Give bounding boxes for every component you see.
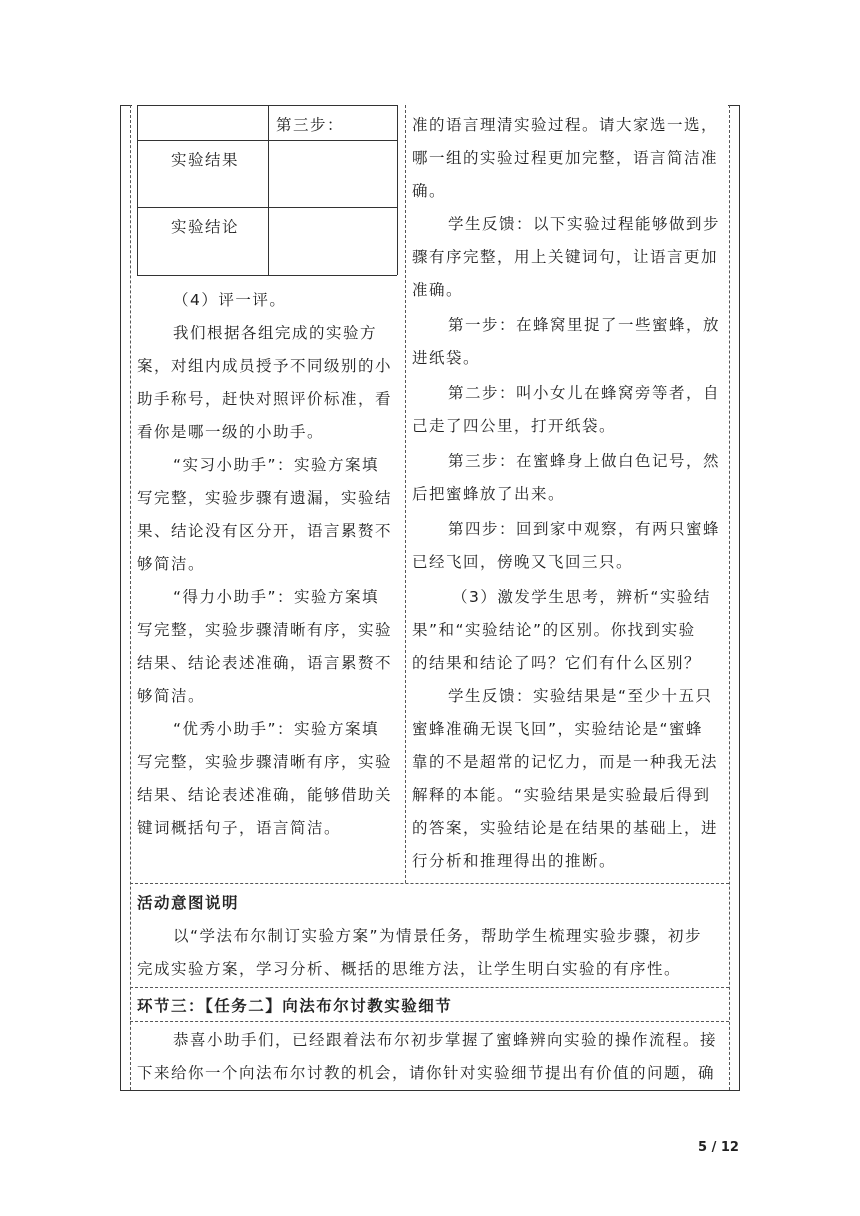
left-line: 我们根据各组完成的实验方: [173, 324, 378, 342]
row-separator-2: [130, 987, 729, 988]
row-separator-1: [130, 883, 729, 884]
left-line: 案，对组内成员授予不同级别的小: [137, 357, 393, 375]
right-line: 骤有序完整，用上关键词句，让语言更加: [412, 248, 719, 266]
step3-label: 第三步：: [276, 116, 345, 134]
right-line: （3）激发学生思考，辨析“实验结: [452, 588, 711, 606]
frame-left: [120, 105, 121, 1090]
right-line: 进纸袋。: [412, 349, 481, 367]
frame-right: [739, 105, 740, 1090]
section3-line: 恭喜小助手们，已经跟着法布尔初步掌握了蜜蜂辨向实验的操作流程。接: [173, 1031, 718, 1049]
result-label: 实验结果: [171, 151, 240, 169]
right-line: 蜜蜂准确无误飞回”，实验结论是“蜜蜂: [412, 720, 704, 738]
right-line: 学生反馈：以下实验过程能够做到步: [448, 215, 721, 233]
left-line: 写完整，实验步骤清晰有序，实验: [137, 753, 393, 771]
right-line: 第二步：叫小女儿在蜂窝旁等者，自: [448, 384, 721, 402]
section3-heading: 环节三：【任务二】向法布尔讨教实验细节: [137, 997, 453, 1015]
intent-line: 以“学法布尔制订实验方案”为情景任务，帮助学生梳理实验步骤，初步: [173, 927, 703, 945]
frame-bottom: [120, 1090, 740, 1091]
column-divider: [405, 105, 406, 883]
left-line: “实习小助手”：实验方案填: [173, 456, 380, 474]
left-line: 够简洁。: [137, 555, 206, 573]
row-separator-3: [130, 1021, 729, 1022]
right-line: 后把蜜蜂放了出来。: [412, 485, 566, 503]
right-line: 确。: [412, 182, 447, 200]
left-line: “优秀小助手”：实验方案填: [173, 720, 380, 738]
right-line: 第三步：在蜜蜂身上做白色记号，然: [448, 452, 721, 470]
right-line: 的结果和结论了吗？它们有什么区别？: [412, 654, 702, 672]
right-line: 靠的不是超常的记忆力，而是一种我无法: [412, 753, 719, 771]
conclusion-label: 实验结论: [171, 218, 240, 236]
left-line: 够简洁。: [137, 687, 206, 705]
right-line: 哪一组的实验过程更加完整，语言简洁准: [412, 149, 719, 167]
left-line: 写完整，实验步骤有遗漏，实验结: [137, 489, 393, 507]
right-line: 准确。: [412, 281, 464, 299]
left-line: 助手称号，赶快对照评价标准，看: [137, 390, 393, 408]
intent-line: 完成实验方案，学习分析、概括的思维方法，让学生明白实验的有序性。: [137, 960, 682, 978]
right-line: 己走了四公里，打开纸袋。: [412, 417, 617, 435]
left-line: 键词概括句子，语言简洁。: [137, 819, 342, 837]
right-line: 果”和“实验结论”的区别。你找到实验: [412, 621, 696, 639]
left-line: 果、结论没有区分开，语言累赘不: [137, 522, 393, 540]
left-line: 结果、结论表述准确，语言累赘不: [137, 654, 393, 672]
right-line: 已经飞回，傍晚又飞回三只。: [412, 553, 634, 571]
section3-line: 下来给你一个向法布尔讨教的机会，请你针对实验细节提出有价值的问题，确: [137, 1064, 716, 1082]
left-line: （4）评一评。: [173, 291, 287, 309]
right-line: 第四步：回到家中观察，有两只蜜蜂: [448, 520, 721, 538]
right-line: 解释的本能。“实验结果是实验最后得到: [412, 786, 711, 804]
table-right-border: [729, 105, 730, 1090]
right-line: 行分析和推理得出的推断。: [412, 852, 617, 870]
right-line: 准的语言理清实验过程。请大家选一选，: [412, 116, 719, 134]
left-line: “得力小助手”：实验方案填: [173, 588, 380, 606]
left-line: 写完整，实验步骤清晰有序，实验: [137, 621, 393, 639]
page-number: 5 / 12: [698, 1140, 739, 1155]
table-left-border: [130, 105, 131, 1090]
left-line: 看你是哪一级的小助手。: [137, 423, 325, 441]
left-line: 结果、结论表述准确，能够借助关: [137, 786, 393, 804]
right-line: 学生反馈：实验结果是“至少十五只: [448, 687, 713, 705]
right-line: 第一步：在蜂窝里捉了一些蜜蜂，放: [448, 316, 721, 334]
intent-heading: 活动意图说明: [137, 894, 240, 912]
right-line: 的答案，实验结论是在结果的基础上，进: [412, 819, 719, 837]
